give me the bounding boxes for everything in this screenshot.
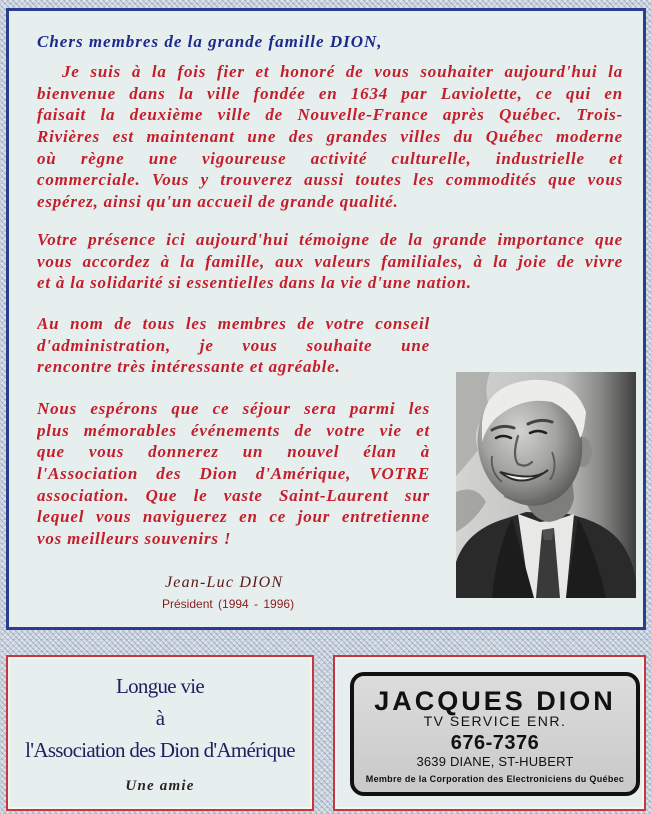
letter-line: rencontre très intéressante et agréable. — [37, 357, 341, 377]
letter-paragraph-4 — [37, 398, 430, 550]
letter-line: espérez, ainsi qu'un accueil de grande qualité. — [37, 192, 399, 212]
business-card-name: JACQUES DION — [374, 686, 616, 716]
letter-salutation: Chers membres de la grande famille DION, — [37, 32, 383, 51]
letter-line: où règne une vigoureuse activité culturelle, industrielle et — [37, 148, 623, 168]
welcome-letter-panel — [6, 8, 646, 630]
business-card-phone: 676-7376 — [450, 732, 540, 754]
letter-line: commerciale. Vous y trouverez aussi toutes les commodités que vous — [37, 170, 623, 190]
business-card — [350, 672, 640, 796]
letter-line: que vous donnerez un nouvel élan à — [37, 442, 430, 462]
letter-line: bienvenue dans la ville fondée en 1634 par Laviolette, ce qui en — [37, 83, 623, 103]
signature-name: Jean-Luc DION — [165, 574, 284, 591]
letter-paragraph-1 — [37, 61, 623, 213]
letter-line: faisait la deuxième ville de Nouvelle-France après Québec. Trois- — [37, 105, 623, 125]
signature-title: Président (1994 - 1996) — [162, 597, 295, 611]
letter-paragraph-3 — [37, 313, 430, 378]
advertisement-box — [333, 655, 646, 811]
business-card-membership: Membre de la Corporation des Electroniciens du Québec — [365, 774, 625, 784]
letter-line: lequel vous naviguerez en ce jour entretienne — [37, 507, 430, 527]
business-card-address: 3639 DIANE, ST-HUBERT — [416, 754, 574, 769]
business-card-service: TV SERVICE ENR. — [423, 713, 567, 729]
letter-line: Au nom de tous les membres de votre conseil — [37, 314, 430, 333]
letter-line: vos meilleurs souvenirs ! — [37, 529, 232, 549]
letter-line: Votre présence ici aujourd'hui témoigne de la grande importance que — [37, 230, 623, 249]
letter-line: Rivières est maintenant une des grandes villes du Québec moderne — [37, 127, 623, 147]
letter-line: d'administration, je vous souhaite une — [37, 335, 430, 355]
president-portrait-photo — [456, 372, 636, 598]
letter-line: plus mémorables événements de votre vie et — [37, 420, 430, 440]
letter-line: et à la solidarité si essentielles dans la vie d'une nation. — [37, 273, 472, 293]
letter-line: vous accordez à la famille, aux valeurs familiales, à la joie de vivre — [37, 251, 623, 271]
letter-line: association. Que le vaste Saint-Laurent sur — [37, 485, 430, 505]
letter-line: Nous espérons que ce séjour sera parmi les — [37, 399, 430, 418]
dedication-line-2: à — [155, 706, 165, 730]
dedication-line-1: Longue vie — [115, 674, 205, 698]
dedication-signed: Une amie — [125, 778, 195, 794]
letter-paragraph-2 — [37, 229, 623, 294]
dedication-line-3: l'Association des Dion d'Amérique — [25, 738, 295, 762]
dedication-box — [6, 655, 314, 811]
letter-line: l'Association des Dion d'Amérique, VOTRE — [37, 464, 430, 484]
letter-line: Je suis à la fois fier et honoré de vous souhaiter aujourd'hui la — [62, 62, 623, 81]
